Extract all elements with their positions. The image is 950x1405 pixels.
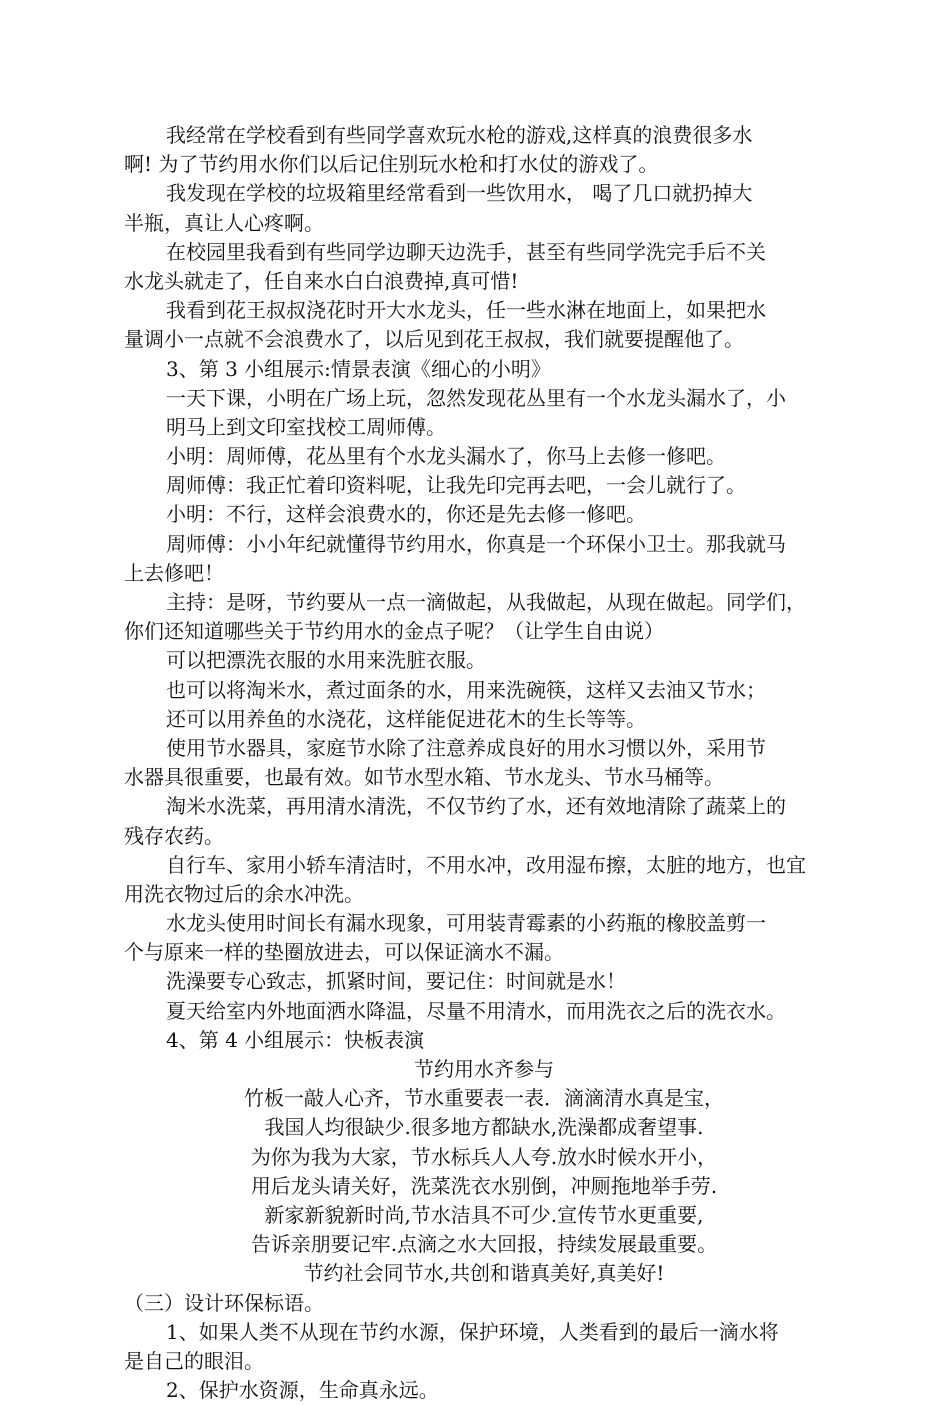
poem-line: 我国人均很缺少.很多地方都缺水,洗澡都成奢望事. — [124, 1113, 844, 1142]
body-paragraphs — [124, 121, 844, 1055]
tip-line: 水器具很重要，也最有效。如节水型水箱、节水龙头、节水马桶等。 — [124, 763, 844, 792]
tip-line: 夏天给室内外地面洒水降温，尽量不用清水，而用洗衣之后的洗衣水。 — [124, 997, 844, 1026]
tip-line: 还可以用养鱼的水浇花，这样能促进花木的生长等等。 — [124, 705, 844, 734]
tip-line: 自行车、家用小轿车清洁时，不用水冲，改用湿布擦，太脏的地方，也宜 — [124, 851, 844, 880]
text-line: 我看到花王叔叔浇花时开大水龙头，任一些水淋在地面上，如果把水 — [124, 296, 844, 325]
tip-line: 残存农药。 — [124, 822, 844, 851]
dialogue-line: 小明：周师傅，花丛里有个水龙头漏水了，你马上去修一修吧。 — [124, 442, 844, 471]
text-line: 半瓶，真让人心疼啊。 — [124, 209, 844, 238]
poem-line: 为你为我为大家，节水标兵人人夸.放水时候水开小， — [124, 1143, 844, 1172]
slogan-line: 是自己的眼泪。 — [124, 1347, 844, 1376]
dialogue-line: 周师傅：小小年纪就懂得节约用水，你真是一个环保小卫士。那我就马 — [124, 530, 844, 559]
text-line: 量调小一点就不会浪费水了，以后见到花王叔叔，我们就要提醒他了。 — [124, 325, 844, 354]
poem-block — [124, 1055, 844, 1289]
text-line: 一天下课，小明在广场上玩，忽然发现花丛里有一个水龙头漏水了，小 — [124, 384, 844, 413]
tip-line: 淘米水洗菜，再用清水清洗，不仅节约了水，还有效地清除了蔬菜上的 — [124, 792, 844, 821]
tip-line: 可以把漂洗衣服的水用来洗脏衣服。 — [124, 646, 844, 675]
poem-line: 告诉亲朋要记牢.点滴之水大回报，持续发展最重要。 — [124, 1230, 844, 1259]
poem-line: 节约社会同节水,共创和谐真美好,真美好! — [124, 1259, 844, 1288]
tip-line: 洗澡要专心致志，抓紧时间，要记住：时间就是水！ — [124, 967, 844, 996]
text-line: 你们还知道哪些关于节约用水的金点子呢？（让学生自由说） — [124, 617, 844, 646]
text-line: 主持：是呀，节约要从一点一滴做起，从我做起，从现在做起。同学们， — [124, 588, 844, 617]
tip-line: 个与原来一样的垫圈放进去，可以保证滴水不漏。 — [124, 938, 844, 967]
text-line: 在校园里我看到有些同学边聊天边洗手，甚至有些同学洗完手后不关 — [124, 238, 844, 267]
text-line: 啊! 为了节约用水你们以后记住别玩水枪和打水仗的游戏了。 — [124, 150, 844, 179]
section-heading-group-3: 3、第 3 小组展示:情景表演《细心的小明》 — [124, 355, 844, 384]
slogan-line: 1、如果人类不从现在节约水源，保护环境，人类看到的最后一滴水将 — [124, 1318, 844, 1347]
poem-line: 竹板一敲人心齐，节水重要表一表．滴滴清水真是宝， — [124, 1084, 844, 1113]
tip-line: 水龙头使用时间长有漏水现象，可用装青霉素的小药瓶的橡胶盖剪一 — [124, 909, 844, 938]
tip-line: 用洗衣物过后的余水冲洗。 — [124, 880, 844, 909]
slogan-section — [124, 1289, 844, 1405]
section-heading: （三）设计环保标语。 — [124, 1289, 844, 1318]
dialogue-line: 小明：不行，这样会浪费水的，你还是先去修一修吧。 — [124, 500, 844, 529]
tip-line: 使用节水器具，家庭节水除了注意养成良好的用水习惯以外，采用节 — [124, 734, 844, 763]
text-line: 水龙头就走了，任自来水白白浪费掉,真可惜! — [124, 267, 844, 296]
poem-title: 节约用水齐参与 — [124, 1055, 844, 1084]
dialogue-line: 上去修吧！ — [124, 559, 844, 588]
poem-line: 新家新貌新时尚,节水洁具不可少.宣传节水更重要, — [124, 1201, 844, 1230]
text-line: 我发现在学校的垃圾箱里经常看到一些饮用水， 喝了几口就扔掉大 — [124, 179, 844, 208]
tip-line: 也可以将淘米水，煮过面条的水，用来洗碗筷，这样又去油又节水； — [124, 676, 844, 705]
section-heading-group-4: 4、第 4 小组展示：快板表演 — [124, 1026, 844, 1055]
slogan-line: 2、保护水资源，生命真永远。 — [124, 1376, 844, 1405]
poem-line: 用后龙头请关好，洗菜洗衣水别倒，冲厕拖地举手劳. — [124, 1172, 844, 1201]
dialogue-line: 周师傅：我正忙着印资料呢，让我先印完再去吧，一会儿就行了。 — [124, 471, 844, 500]
text-line: 我经常在学校看到有些同学喜欢玩水枪的游戏,这样真的浪费很多水 — [124, 121, 844, 150]
text-line: 明马上到文印室找校工周师傅。 — [124, 413, 844, 442]
document-page — [124, 121, 844, 1405]
